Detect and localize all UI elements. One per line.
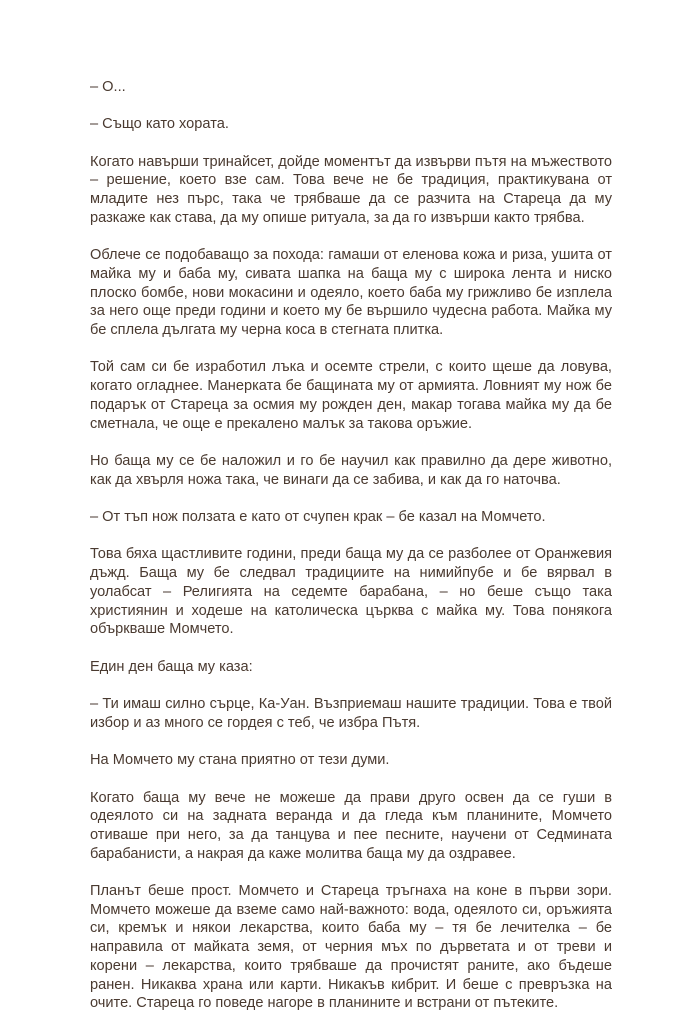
document-body xyxy=(90,78,612,1032)
paragraph-10: – Ти имаш силно сърце, Ка-Уан. Възприемаш нашите традиции. Това е твой избор и аз много се гордея с теб, че избра Пътя. xyxy=(90,696,612,731)
paragraph-2: – Също като хората. xyxy=(90,116,229,133)
paragraph-11: На Момчето му стана приятно от тези думи. xyxy=(90,752,390,769)
paragraph-13: Планът беше прост. Момчето и Стареца тръгнаха на коне в първи зори. Момчето можеше да вземе само най-важното: вода, одеялото си, оръжията си, кремък и някои лекарства, които баба му – тя бе лечителка – бе направила от майката земя, от черния мъх по дърветата и от треви и корени – лекарства, които трябваше да прочистят раните, ако бъдеше ранен. Никаква храна или карти. Никакъв кибрит. И беше с превръзка на очите. Стареца го поведе нагоре в планините и встрани от пътеките. xyxy=(90,883,612,1012)
paragraph-12: Когато баща му вече не можеше да прави друго освен да се гуши в одеялото си на задната веранда и да гледа към планините, Момчето отиваше при него, за да танцува и пее песните, научени от Седмината барабанисти, а накрая да каже молитва баща му да оздравее. xyxy=(90,789,612,862)
paragraph-9: Един ден баща му каза: xyxy=(90,658,253,675)
paragraph-7: – От тъп нож ползата е като от счупен крак – бе казал на Момчето. xyxy=(90,509,546,526)
paragraph-3: Когато навърши тринайсет, дойде моментът да извърви пътя на мъжеството – решение, което взе сам. Това вече не бе традиция, практикувана от младите нез пърс, така че трябваше да се разчита на Стареца да му разкаже как става, да му опише ритуала, за да го извърши както трябва. xyxy=(90,153,612,226)
paragraph-8: Това бяха щастливите години, преди баща му да се разболее от Оранжевия дъжд. Баща му бе следвал традициите на нимийпубе и бе вярвал в уолабсат – Религията на седемте барабана, – но беше също така християнин и ходеше на католическа църква с майка му. Това понякога объркваше Момчето. xyxy=(90,546,612,638)
paragraph-4: Облече се подобаващо за похода: гамаши от еленова кожа и риза, ушита от майка му и баба му, сивата шапка на баща му с широка лента и ниско плоско бомбе, нови мокасини и одеяло, което баба му грижливо бе изплела за него още преди години и което му бе вършило чудесна работа. Майка му бе сплела дългата му черна коса в стегната плитка. xyxy=(90,247,612,339)
paragraph-6: Но баща му се бе наложил и го бе научил как правилно да дере животно, как да хвърля ножа така, че винаги да се забива, и как да го наточва. xyxy=(90,452,612,488)
paragraph-1: – О... xyxy=(90,79,126,95)
paragraph-5: Той сам си бе изработил лъка и осемте стрели, с които щеше да ловува, когато огладнее. Манерката бе бащината му от армията. Ловният му нож бе подарък от Стареца за осмия му рожден ден, макар тогава майка му да бе сметнала, че още е прекалено малък за такова оръжие. xyxy=(90,359,612,432)
